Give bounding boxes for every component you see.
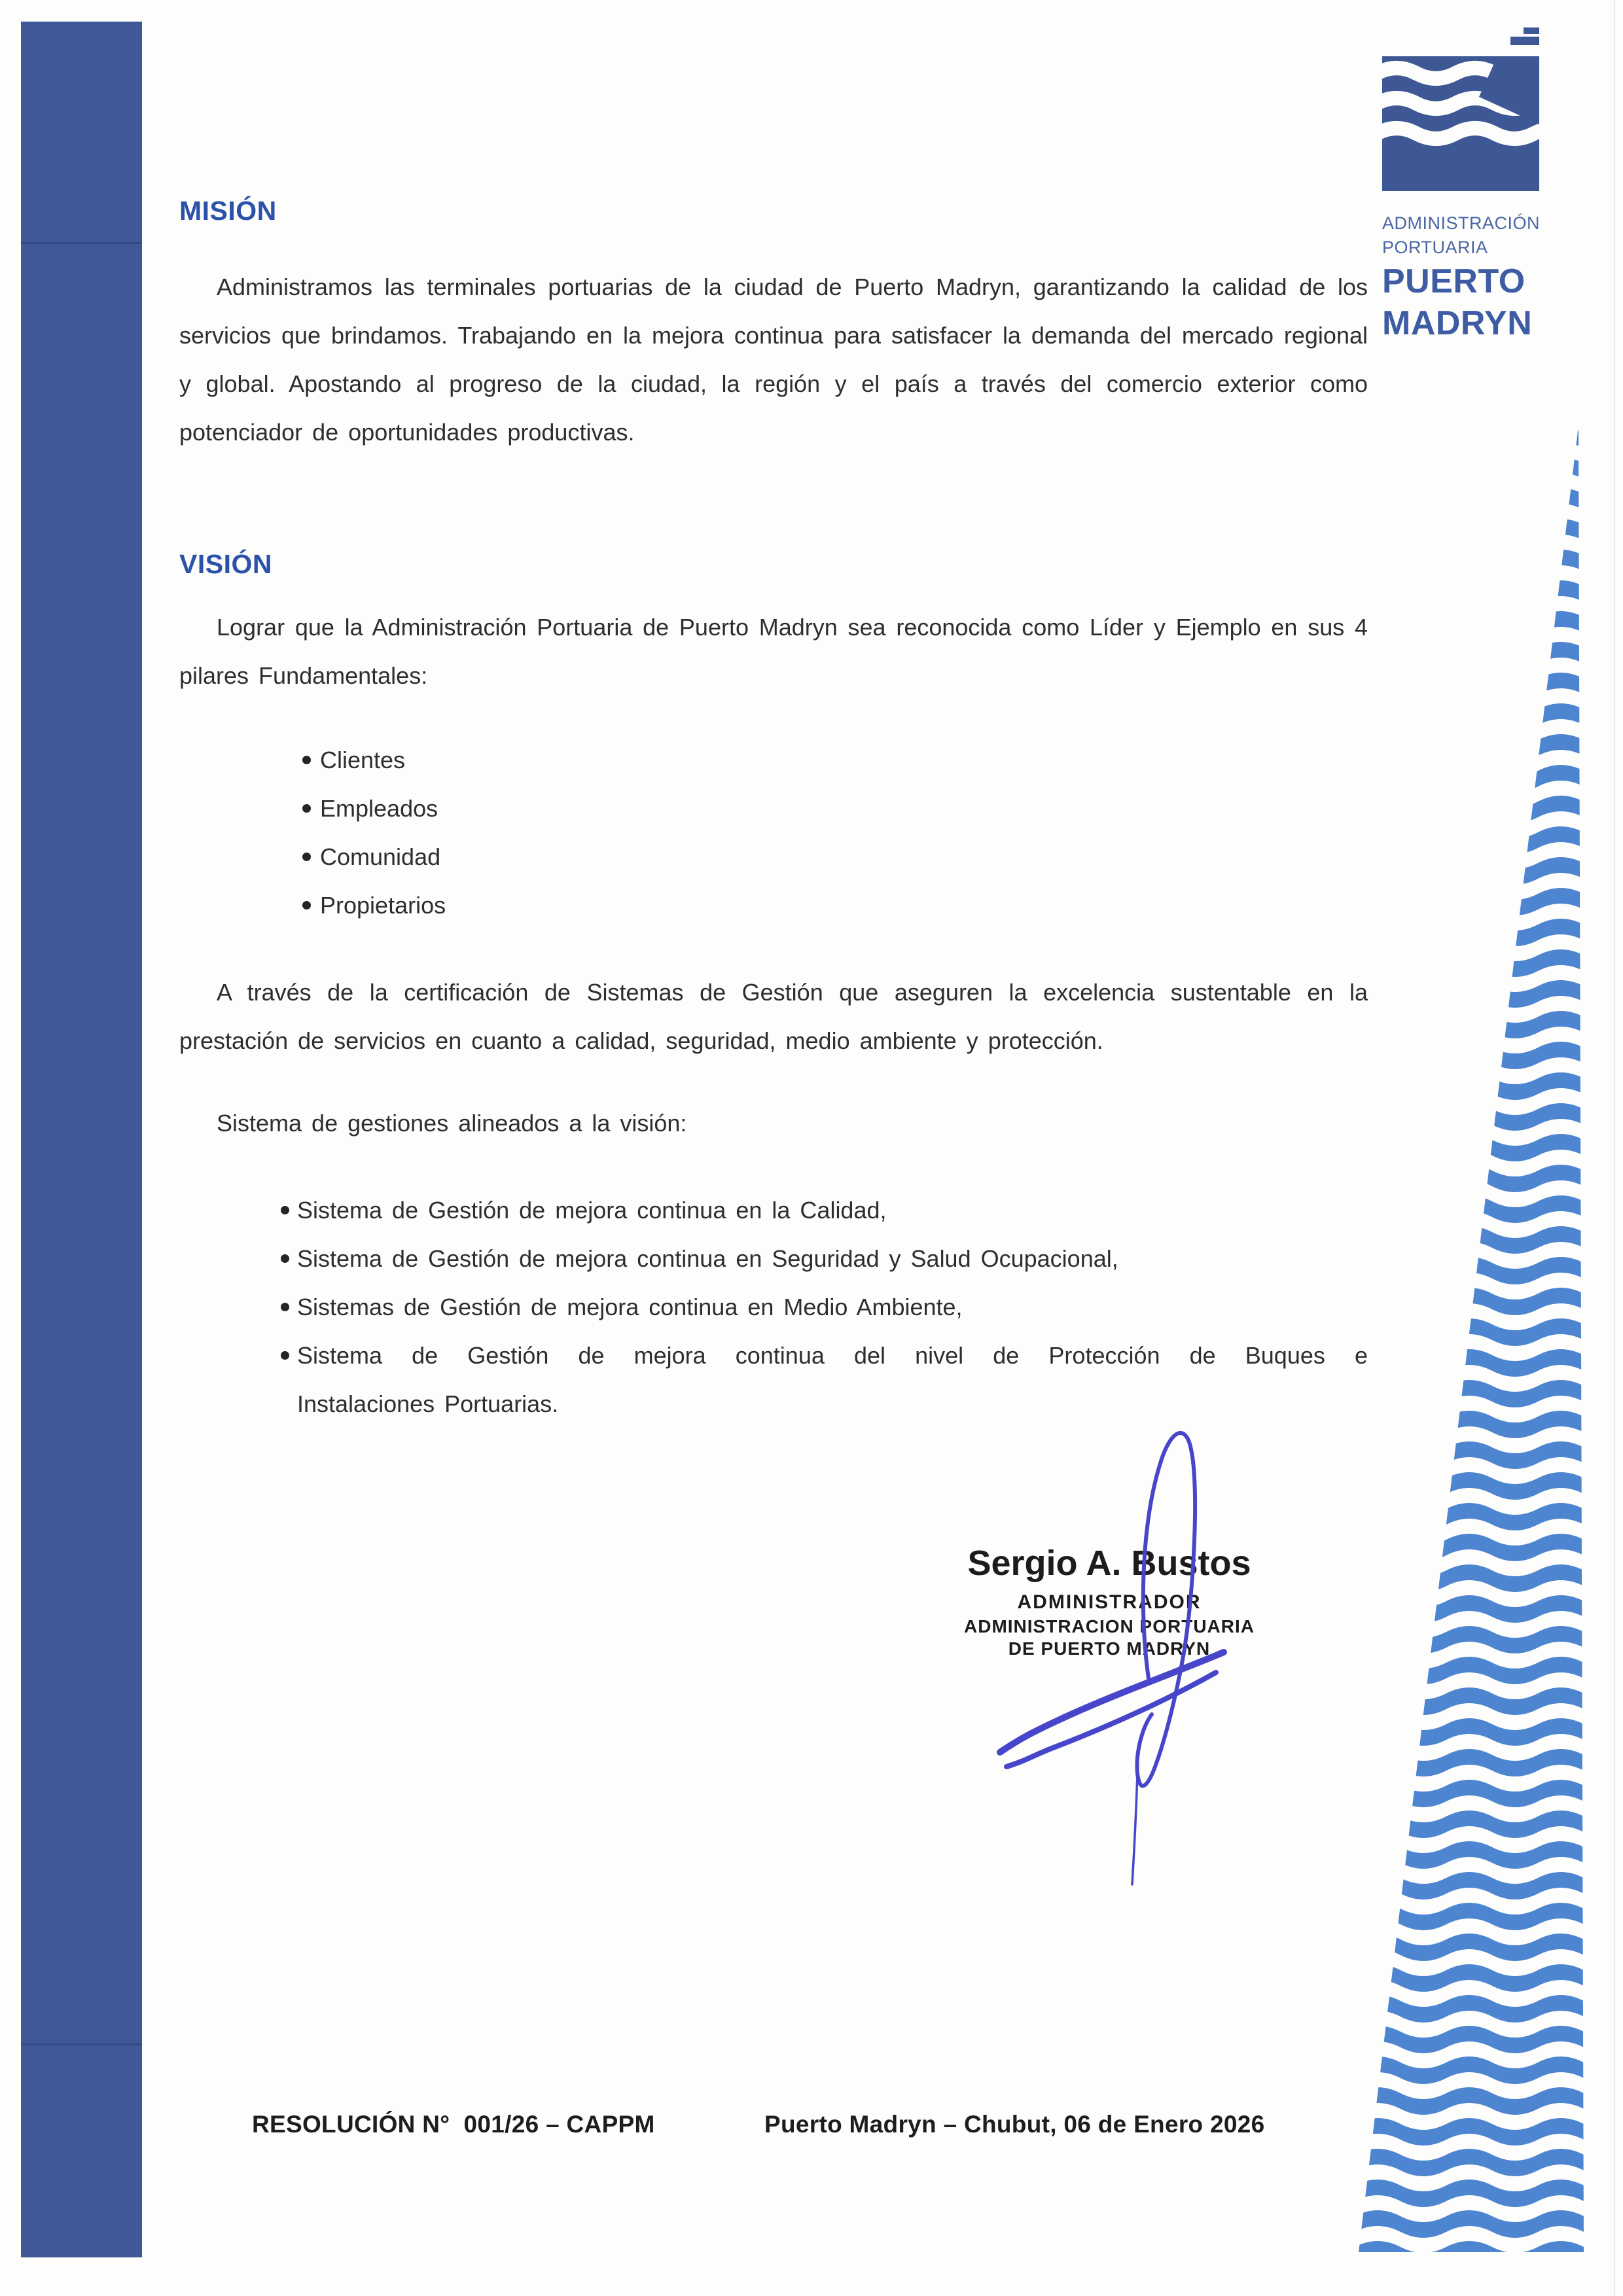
signer-name: Sergio A. Bustos	[967, 1544, 1251, 1583]
band-fold-line	[21, 2043, 142, 2045]
waves-ship-logo-icon	[1382, 26, 1539, 191]
vision-intro-paragraph: Lograr que la Administración Portuaria de Puerto Madryn sea reconocida como Líder y Ejemplo en sus 4 pilares Fundamentales:	[179, 614, 1368, 689]
logo-org-line2: PORTUARIA	[1382, 238, 1488, 257]
systems-intro-line: Sistema de gestiones alineados a la visión:	[217, 1110, 687, 1137]
signer-org-line2: DE PUERTO MADRYN	[1008, 1638, 1211, 1659]
list-item: Sistema de Gestión de mejora continua en Seguridad y Salud Ocupacional,	[297, 1235, 1368, 1283]
left-blue-band	[21, 22, 142, 2257]
resolution-number: RESOLUCIÓN N° 001/26 – CAPPM	[252, 2111, 655, 2138]
logo-city-line1: PUERTO	[1382, 262, 1525, 300]
certification-paragraph: A través de la certificación de Sistemas de Gestión que aseguren la excelencia sustentable en la prestación de servicios en cuanto a calidad, seguridad, medio ambiente y protección.	[179, 979, 1368, 1054]
band-fold-line	[21, 242, 142, 244]
systems-list	[179, 1186, 1368, 1428]
list-item-line2: Instalaciones Portuarias.	[297, 1390, 559, 1417]
logo-org-line1: ADMINISTRACIÓN	[1382, 213, 1541, 233]
wave-spike-decoration	[1355, 422, 1588, 2254]
place-and-date: Puerto Madryn – Chubut, 06 de Enero 2026	[764, 2111, 1265, 2138]
scan-edge-line	[1614, 0, 1615, 2296]
signer-role: ADMINISTRADOR	[1017, 1591, 1202, 1613]
list-item: Comunidad	[320, 833, 1368, 881]
pillars-list	[179, 736, 1368, 930]
handwritten-signature-ink	[975, 1407, 1250, 1904]
port-authority-logo	[1382, 26, 1598, 342]
mission-paragraph: Administramos las terminales portuarias de la ciudad de Puerto Madryn, garantizando la calidad de los servicios que brindamos. Trabajando en la mejora continua para satisfacer la demanda del mercado regional y global. Apostando al progreso de la ciudad, la región y el país a través del comercio exterior como potenciador de oportunidades productivas.	[179, 274, 1368, 446]
logo-text	[1382, 208, 1598, 340]
list-item: Propietarios	[320, 881, 1368, 930]
logo-city-line2: MADRYN	[1382, 304, 1533, 342]
list-item: Clientes	[320, 736, 1368, 785]
list-item-line1: Sistema de Gestión de mejora continua del nivel de Protección de Buques e	[297, 1342, 1368, 1369]
document-body	[179, 195, 1368, 1428]
vision-heading: VISIÓN	[179, 549, 272, 579]
list-item: Sistemas de Gestión de mejora continua en Medio Ambiente,	[297, 1283, 1368, 1332]
list-item: Sistema de Gestión de mejora continua en la Calidad,	[297, 1186, 1368, 1235]
signer-org-line1: ADMINISTRACION PORTUARIA	[964, 1616, 1255, 1636]
mission-heading: MISIÓN	[179, 196, 277, 226]
list-item: Empleados	[320, 785, 1368, 833]
